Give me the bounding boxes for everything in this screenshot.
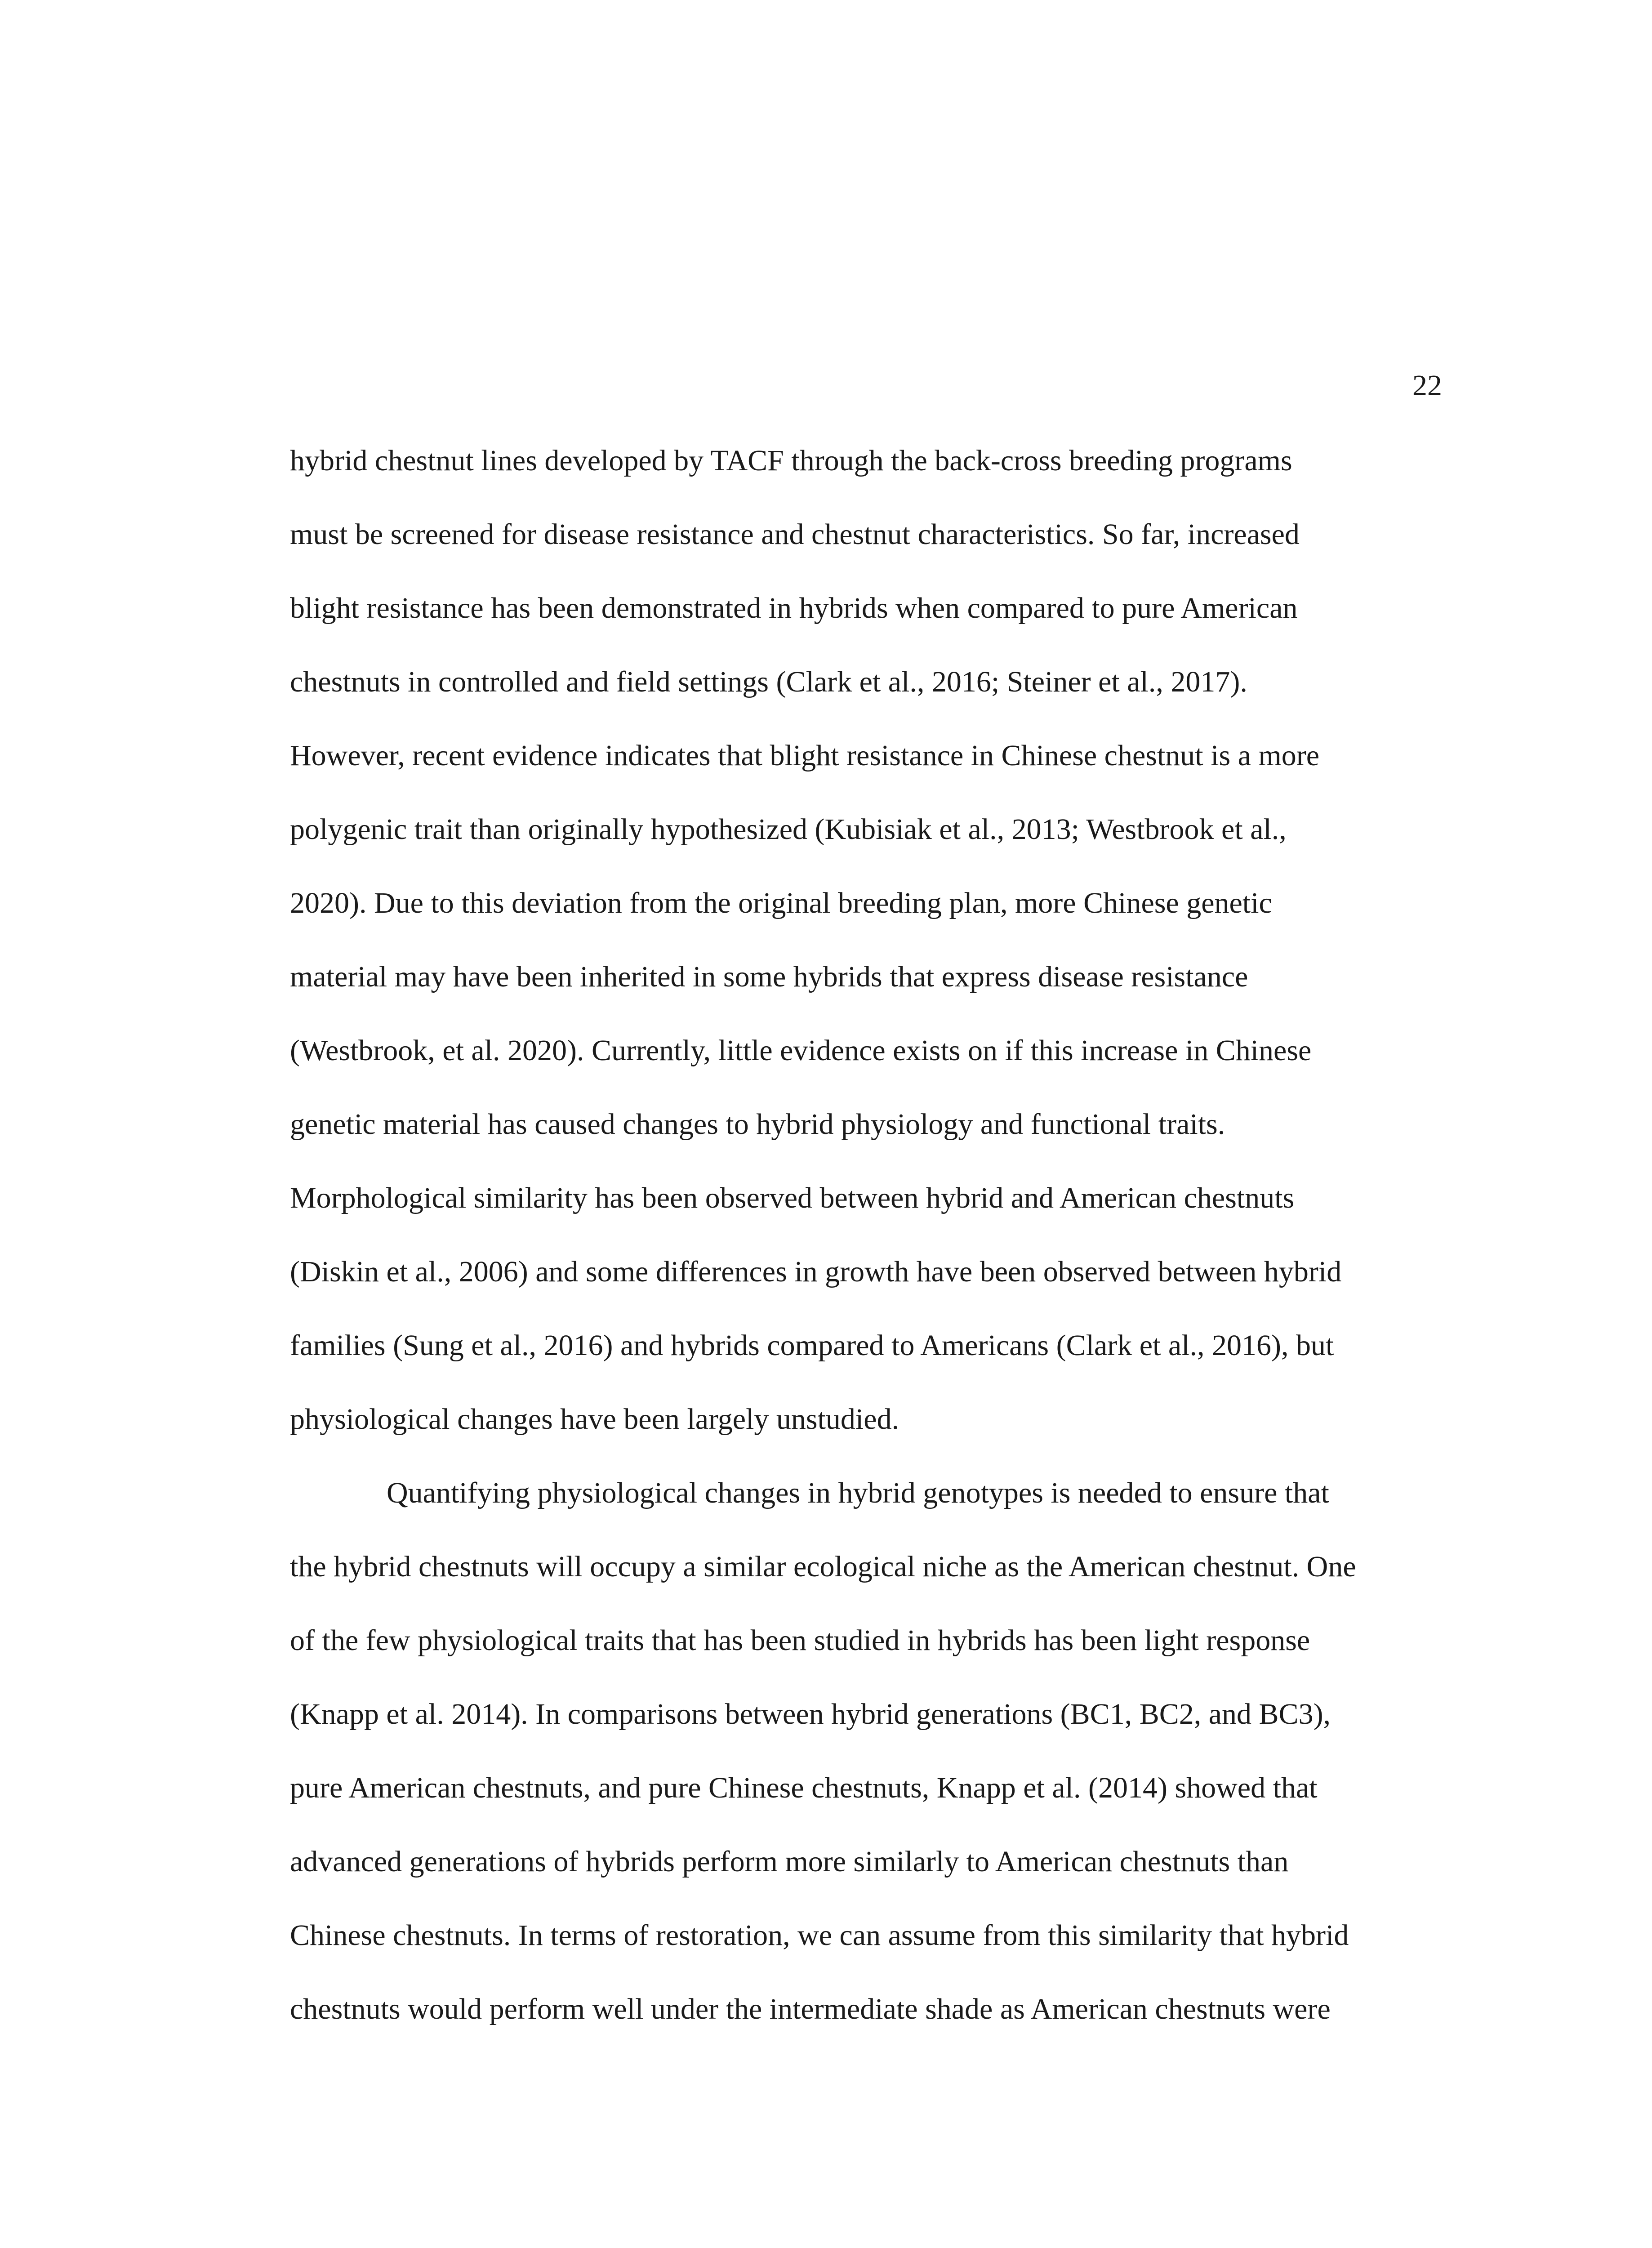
- text-line: the hybrid chestnuts will occupy a similar ecological niche as the American chestnut. One: [290, 1550, 1356, 1583]
- body-text: [290, 445, 1441, 2067]
- text-line: (Knapp et al. 2014). In comparisons between hybrid generations (BC1, BC2, and BC3),: [290, 1698, 1331, 1731]
- text-line: genetic material has caused changes to hybrid physiology and functional traits.: [290, 1108, 1225, 1141]
- text-line: chestnuts would perform well under the intermediate shade as American chestnuts were: [290, 1993, 1331, 2025]
- text-line: However, recent evidence indicates that blight resistance in Chinese chestnut is a more: [290, 739, 1320, 772]
- text-line: must be screened for disease resistance and chestnut characteristics. So far, increased: [290, 518, 1300, 551]
- text-line: pure American chestnuts, and pure Chinese chestnuts, Knapp et al. (2014) showed that: [290, 1771, 1318, 1804]
- text-line: advanced generations of hybrids perform more similarly to American chestnuts than: [290, 1845, 1289, 1878]
- text-line: (Westbrook, et al. 2020). Currently, little evidence exists on if this increase in Chinese: [290, 1034, 1312, 1067]
- paragraph-physiological-changes: [290, 1477, 1441, 2067]
- page-number: 22: [1412, 369, 1442, 402]
- text-line: blight resistance has been demonstrated in hybrids when compared to pure American: [290, 592, 1298, 624]
- text-line: material may have been inherited in some hybrids that express disease resistance: [290, 960, 1248, 993]
- text-line: (Diskin et al., 2006) and some differences in growth have been observed between hybrid: [290, 1255, 1342, 1288]
- text-line: families (Sung et al., 2016) and hybrids compared to Americans (Clark et al., 2016), but: [290, 1329, 1334, 1362]
- text-line-indented: Quantifying physiological changes in hybrid genotypes is needed to ensure that: [387, 1476, 1329, 1509]
- text-line: Chinese chestnuts. In terms of restoration, we can assume from this similarity that hybrid: [290, 1919, 1349, 1952]
- text-line: 2020). Due to this deviation from the original breeding plan, more Chinese genetic: [290, 887, 1272, 919]
- text-line: hybrid chestnut lines developed by TACF through the back-cross breeding programs: [290, 444, 1292, 477]
- text-line: polygenic trait than originally hypothesized (Kubisiak et al., 2013; Westbrook et al.,: [290, 813, 1287, 846]
- text-line: Morphological similarity has been observed between hybrid and American chestnuts: [290, 1182, 1295, 1214]
- paragraph-hybrid-screening: [290, 445, 1441, 1477]
- text-line: chestnuts in controlled and field settings (Clark et al., 2016; Steiner et al., 2017).: [290, 665, 1247, 698]
- text-line: of the few physiological traits that has been studied in hybrids has been light response: [290, 1624, 1310, 1657]
- text-line: physiological changes have been largely unstudied.: [290, 1403, 899, 1436]
